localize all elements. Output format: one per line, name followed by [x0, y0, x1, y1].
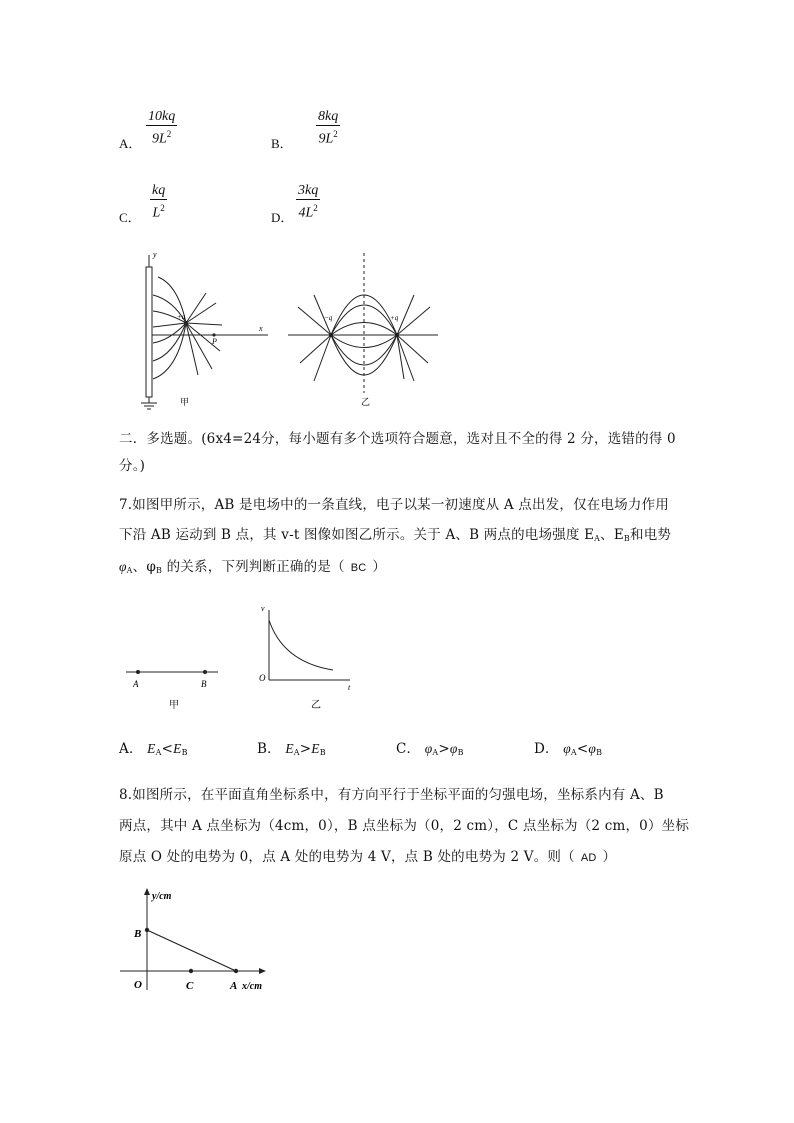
option-d-label: D．	[271, 210, 294, 225]
opt-right: E	[173, 741, 182, 756]
q7-line1: 7.如图甲所示，AB 是电场中的一条直线，电子以某一初速度从 A 点出发，仅在电场力作用	[119, 497, 669, 513]
option-letter: D．	[534, 741, 559, 757]
x-axis-label: x	[259, 324, 263, 333]
sub-b: B	[156, 566, 163, 575]
opt-right: φ	[449, 741, 458, 756]
caption-left: 甲	[169, 700, 179, 711]
q7-option-a	[119, 734, 188, 768]
option-letter: A．	[119, 741, 143, 757]
caption-right: 乙	[311, 700, 321, 711]
fraction-exponent: 2	[160, 203, 165, 213]
q8-line2: 两点，其中 A 点坐标为（4cm，0），B 点坐标为（0，2 cm），C 点坐标为（2 cm，0）坐标	[119, 818, 690, 834]
q8-line3	[119, 842, 616, 873]
opt-left: φ	[424, 741, 433, 756]
point-c-label: C	[186, 980, 194, 992]
metal-plate	[146, 267, 152, 397]
sub: A	[293, 748, 300, 757]
t-label: t	[348, 683, 351, 692]
q7-line2	[119, 520, 671, 554]
sub-a: A	[126, 566, 133, 575]
point-b-label: B	[134, 928, 142, 940]
origin-label: O	[134, 979, 142, 991]
q8-answer: AD	[580, 852, 597, 864]
caption-right: 乙	[361, 397, 371, 407]
sub: B	[181, 748, 188, 757]
segment-ab	[147, 930, 236, 971]
charge-label: +q	[177, 313, 186, 321]
opt-op: <	[576, 741, 589, 757]
v-label: v	[261, 604, 265, 613]
fraction-numerator: kq	[152, 183, 166, 198]
fraction-denominator: 9L	[318, 131, 334, 147]
fraction-exponent: 2	[333, 129, 338, 139]
field-lines-figure	[118, 245, 448, 415]
q8-close: ）	[602, 849, 617, 865]
sub: A	[432, 748, 439, 757]
point-b-label: B	[201, 679, 207, 689]
sub: A	[570, 748, 577, 757]
positive-charge-label: +q	[390, 314, 399, 322]
vt-curve	[269, 620, 333, 670]
opt-right: φ	[588, 741, 597, 756]
q7-line2-text: 下沿 AB 运动到 B 点，其 v-t 图像如图乙所示。关于 A、B 两点的电场强度 E	[119, 527, 595, 543]
x-axis-label: x/cm	[242, 981, 262, 992]
section-header: 二．多选题。(6x4=24分，每小题有多个选项符合题意，选对且不全的得 2 分，选错的得 0	[119, 431, 676, 447]
opt-left: φ	[563, 741, 571, 756]
negative-charge-label: −q	[324, 314, 333, 322]
opt-op: <	[161, 741, 174, 757]
sub: A	[155, 748, 162, 757]
option-a-fraction	[146, 108, 177, 148]
point-a	[234, 969, 238, 973]
q7-answer: BC	[350, 562, 367, 574]
point-b	[203, 670, 207, 674]
opt-left: E	[147, 741, 156, 756]
fraction-exponent: 2	[313, 203, 318, 213]
q7-close: ）	[372, 559, 387, 575]
section-header-cont: 分。)	[119, 458, 146, 474]
q7-option-b	[257, 734, 326, 768]
option-d-fraction	[296, 182, 320, 222]
opt-op: >	[438, 741, 450, 757]
q7-line2c: 和电势	[630, 527, 672, 543]
option-b-fraction	[316, 108, 340, 148]
caption-left: 甲	[180, 397, 190, 407]
opt-op: >	[299, 741, 312, 757]
sub-b: B	[623, 534, 630, 543]
y-axis-label: y/cm	[152, 891, 172, 902]
q7-line2b: 、E	[600, 527, 624, 543]
point-p-label: P	[212, 337, 217, 346]
option-c-label: C．	[119, 210, 141, 225]
fraction-denominator: 4L	[298, 205, 314, 221]
sub: B	[319, 748, 326, 757]
q8-line1: 8.如图所示，在平面直角坐标系中，有方向平行于坐标平面的匀强电场，坐标系内有 A、B	[119, 787, 664, 803]
option-b-label: B．	[271, 136, 293, 151]
opt-right: E	[311, 741, 320, 756]
origin-label: O	[259, 673, 266, 683]
option-letter: C．	[396, 741, 421, 757]
fraction-exponent: 2	[166, 129, 172, 139]
point-b	[145, 928, 149, 932]
point-a	[136, 670, 140, 674]
y-axis-label: y	[153, 250, 157, 259]
phi-a: φ	[119, 559, 127, 574]
option-c-fraction	[150, 182, 167, 222]
sub-a: A	[594, 534, 601, 543]
q8-figure	[118, 885, 278, 1000]
q7-line3	[119, 552, 386, 586]
q7-option-c	[396, 734, 464, 768]
fraction-numerator: 8kq	[318, 109, 339, 124]
q7-line3-text: 的关系，下列判断正确的是（	[162, 559, 345, 575]
q7-option-d	[534, 734, 602, 768]
opt-left: E	[285, 741, 294, 756]
phi-b: 、φ	[132, 559, 157, 575]
sub: B	[596, 748, 603, 757]
q7-figure	[118, 600, 368, 715]
point-a-label: A	[133, 679, 139, 689]
sub: B	[457, 748, 464, 757]
fraction-denominator: 9L	[151, 131, 167, 147]
point-a-label: A	[230, 980, 238, 992]
point-c	[189, 969, 193, 973]
fraction-numerator: 10kq	[148, 109, 176, 124]
fraction-numerator: 3kq	[298, 183, 319, 198]
option-letter: B．	[257, 741, 281, 757]
q8-line3-text: 原点 O 处的电势为 0，点 A 处的电势为 4 V，点 B 处的电势为 2 V。则（	[119, 849, 575, 865]
option-a-label: A．	[119, 136, 142, 151]
fraction-denominator: L	[152, 205, 161, 221]
